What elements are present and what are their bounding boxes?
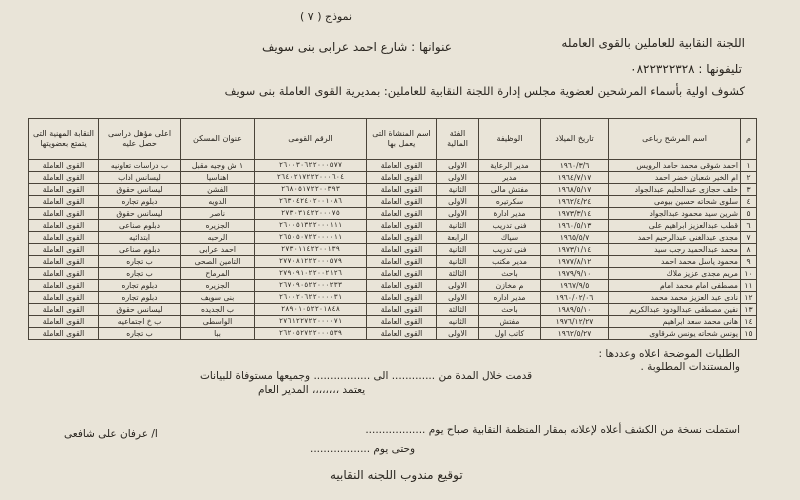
table-cell-dob: ١٩٦٧/٩/٥ <box>541 280 609 292</box>
table-cell-org: القوى العاملة <box>367 220 437 232</box>
table-cell-addr: الفشن <box>181 184 255 196</box>
table-cell-org: القوى العاملة <box>367 232 437 244</box>
table-cell-org: القوى العاملة <box>367 196 437 208</box>
table-cell-org: القوى العاملة <box>367 316 437 328</box>
table-row <box>29 316 757 328</box>
table-cell-addr: اهناسيا <box>181 172 255 184</box>
table-cell-n: ٢ <box>741 172 757 184</box>
column-header: اسم المنشاة التى يعمل بها <box>367 119 437 160</box>
table-cell-job: مفتش مالى <box>479 184 541 196</box>
organization-address: عنوانها : شارع احمد عرابى بنى سويف <box>262 40 452 54</box>
table-cell-grade: الثانية <box>437 184 479 196</box>
table-cell-union: القوى العاملة <box>29 160 99 172</box>
table-cell-grade: الاولى <box>437 172 479 184</box>
table-cell-nid: ٢٦٧٠٩٠٥٢٢٠٠٠٢٣٣ <box>255 280 367 292</box>
table-cell-nid: ٢٦٣٠٤٢٤٠٢٠٠١٠٨٦ <box>255 196 367 208</box>
table-cell-n: ١٢ <box>741 292 757 304</box>
table-cell-job: م مخازن <box>479 280 541 292</box>
table-cell-name: مصطفى امام محمد امام <box>609 280 741 292</box>
table-cell-union: القوى العاملة <box>29 196 99 208</box>
table-cell-name: نادى عبد العزيز محمد محمد <box>609 292 741 304</box>
table-cell-dob: ١٩٦٢/٤/٢٤ <box>541 196 609 208</box>
table-cell-job: مفتش <box>479 316 541 328</box>
table-cell-name: نفين مصطفى عبدالودود عبدالكريم <box>609 304 741 316</box>
table-cell-nid: ٢٧٦١٢٢٧٢٢٠٠٠٠٧١ <box>255 316 367 328</box>
submission-period: قدمت خلال المدة من ............. الى ................. وجميعها مستوفاة للبيانات <box>200 370 533 382</box>
table-row <box>29 196 757 208</box>
column-header: اسم المرشح رباعى <box>609 119 741 160</box>
table-cell-nid: ٢٨٩٠١٠٥٢٢٠١٨٤٨ <box>255 304 367 316</box>
table-cell-addr: الجزيره <box>181 280 255 292</box>
table-cell-org: القوى العاملة <box>367 304 437 316</box>
table-cell-job: مدير اداره <box>479 292 541 304</box>
table-cell-name: خلف حجازى عبدالحليم عبدالجواد <box>609 184 741 196</box>
table-cell-grade: الاولى <box>437 280 479 292</box>
table-cell-addr: التامين الصحى <box>181 256 255 268</box>
until-date: وحتى يوم .................. <box>310 443 416 455</box>
table-cell-dob: ١٩٧٦/١٢/٢٧ <box>541 316 609 328</box>
table-row <box>29 280 757 292</box>
table-cell-job: سياك <box>479 232 541 244</box>
table-cell-nid: ٢٦٨٠٥١٧٢٢٠٠٣٩٣ <box>255 184 367 196</box>
table-cell-n: ١١ <box>741 280 757 292</box>
table-cell-addr: ب الجديده <box>181 304 255 316</box>
table-cell-grade: الثانية <box>437 220 479 232</box>
table-cell-org: القوى العاملة <box>367 184 437 196</box>
table-cell-edu: ب دراسات تعاونيه <box>99 160 181 172</box>
table-cell-addr: بنى سويف <box>181 292 255 304</box>
table-cell-org: القوى العاملة <box>367 292 437 304</box>
table-cell-dob: ١٩٦٥/٥/٧ <box>541 232 609 244</box>
table-cell-dob: ١٩٨٩/٥/١٠ <box>541 304 609 316</box>
table-header-row <box>29 119 757 160</box>
table-cell-n: ٨ <box>741 244 757 256</box>
table-cell-job: مدير مكتب <box>479 256 541 268</box>
table-cell-job: مدير الرعاية <box>479 160 541 172</box>
table-cell-name: ام الخير شعبان خضر احمد <box>609 172 741 184</box>
table-cell-n: ٤ <box>741 196 757 208</box>
table-cell-n: ٩ <box>741 256 757 268</box>
signature-label: توقيع مندوب اللجنه النقابيه <box>330 468 463 482</box>
table-row <box>29 268 757 280</box>
table-cell-job: فنى تدريب <box>479 220 541 232</box>
table-cell-union: القوى العاملة <box>29 220 99 232</box>
table-row <box>29 184 757 196</box>
table-cell-addr: احمد عرابى <box>181 244 255 256</box>
table-cell-job: كاتب اول <box>479 328 541 340</box>
table-cell-name: مريم مجدى عزيز ملاك <box>609 268 741 280</box>
table-cell-dob: ١٩٧٩/٩/١٠ <box>541 268 609 280</box>
table-cell-org: القوى العاملة <box>367 244 437 256</box>
table-cell-nid: ٢٦٠٠٥١٣٢٢٠٠٠١١١ <box>255 220 367 232</box>
table-cell-grade: الثانيه <box>437 316 479 328</box>
column-header: النقابة المهنية التى يتمتع بعضويتها <box>29 119 99 160</box>
table-cell-edu: ليسانس حقوق <box>99 304 181 316</box>
table-cell-nid: ٢٧٣٠١١٤٢٢٠٠١٣٩ <box>255 244 367 256</box>
table-cell-name: يونس شحاته يونس شرقاوى <box>609 328 741 340</box>
column-header: اعلى مؤهل دراسى حصل عليه <box>99 119 181 160</box>
table-cell-edu: ب تجاره <box>99 268 181 280</box>
table-cell-n: ١٤ <box>741 316 757 328</box>
table-cell-union: القوى العاملة <box>29 328 99 340</box>
table-cell-org: القوى العاملة <box>367 172 437 184</box>
table-cell-job: فنى تدريب <box>479 244 541 256</box>
table-row <box>29 304 757 316</box>
table-cell-grade: الثالثة <box>437 268 479 280</box>
table-cell-grade: الاولى <box>437 196 479 208</box>
table-cell-org: القوى العاملة <box>367 160 437 172</box>
table-cell-job: مدير <box>479 172 541 184</box>
table-cell-grade: الثالثة <box>437 304 479 316</box>
column-header: م <box>741 119 757 160</box>
table-cell-nid: ٢٦٤٠٢١٧٢٢٢٠٠٠٦٠٤ <box>255 172 367 184</box>
table-cell-job: سكرتيره <box>479 196 541 208</box>
table-cell-edu: دبلوم صناعى <box>99 220 181 232</box>
table-cell-edu: ب تجاره <box>99 328 181 340</box>
table-cell-grade: الاولى <box>437 292 479 304</box>
table-cell-edu: ليسانس حقوق <box>99 184 181 196</box>
column-header: الفئة المالية <box>437 119 479 160</box>
table-cell-dob: ١٩٦٨/٥/١٧ <box>541 184 609 196</box>
table-cell-dob: ١٩٦٠/٥/١٣ <box>541 220 609 232</box>
table-cell-n: ٥ <box>741 208 757 220</box>
requests-count-label: الطلبات الموضحة اعلاه وعددها : <box>598 348 740 360</box>
table-cell-edu: ابتدائيه <box>99 232 181 244</box>
table-cell-n: ١٥ <box>741 328 757 340</box>
table-cell-dob: ١٩٦٠/٠٢/٠٦ <box>541 292 609 304</box>
table-cell-org: القوى العاملة <box>367 268 437 280</box>
table-cell-job: مدير ادارة <box>479 208 541 220</box>
table-cell-org: القوى العاملة <box>367 208 437 220</box>
table-row <box>29 172 757 184</box>
column-header: تاريخ الميلاد <box>541 119 609 160</box>
table-cell-union: القوى العاملة <box>29 232 99 244</box>
table-cell-grade: الثانية <box>437 244 479 256</box>
table-cell-dob: ١٩٧٧/٨/١٢ <box>541 256 609 268</box>
table-cell-n: ٣ <box>741 184 757 196</box>
table-cell-union: القوى العاملة <box>29 244 99 256</box>
table-cell-job: باحث <box>479 268 541 280</box>
table-cell-edu: دبلوم صناعى <box>99 244 181 256</box>
table-cell-addr: ناصر <box>181 208 255 220</box>
table-cell-n: ٧ <box>741 232 757 244</box>
table-cell-grade: الاولى <box>437 328 479 340</box>
table-cell-addr: الدويه <box>181 196 255 208</box>
table-cell-n: ١٠ <box>741 268 757 280</box>
table-cell-edu: ب تجاره <box>99 256 181 268</box>
table-cell-edu: دبلوم تجاره <box>99 292 181 304</box>
table-row <box>29 256 757 268</box>
table-cell-nid: ٢٦٠٠٢٠٦٢٢٠٠٠٠٣١ <box>255 292 367 304</box>
table-cell-nid: ٢٧٩٠٩١٠٢٢٠٠٢١٢٦ <box>255 268 367 280</box>
table-cell-dob: ١٩٧٣/١/١٤ <box>541 244 609 256</box>
organization-phone: تليفونها : ٠٨٢٢٣٢٢٣٢٨ <box>630 62 742 76</box>
table-cell-org: القوى العاملة <box>367 280 437 292</box>
table-cell-grade: الرابعة <box>437 232 479 244</box>
table-cell-grade: الاولى <box>437 160 479 172</box>
table-cell-name: قطب عبدالعزيز ابراهيم على <box>609 220 741 232</box>
table-cell-name: محمود ياسل محمد احمد <box>609 256 741 268</box>
table-cell-union: القوى العاملة <box>29 304 99 316</box>
signer-name: ا/ عرفان على شافعى <box>64 428 158 440</box>
table-row <box>29 208 757 220</box>
table-cell-org: القوى العاملة <box>367 256 437 268</box>
table-cell-union: القوى العاملة <box>29 292 99 304</box>
table-cell-union: القوى العاملة <box>29 208 99 220</box>
organization-name: اللجنة النقابية للعاملين بالقوى العامله <box>561 36 745 50</box>
documents-label: والمستندات المطلوبة . <box>640 361 740 373</box>
table-cell-dob: ١٩٦٢/٥/٢٧ <box>541 328 609 340</box>
table-cell-name: سلوى شحاته حسين بيومى <box>609 196 741 208</box>
table-cell-n: ٦ <box>741 220 757 232</box>
form-number: نموذج ( ٧ ) <box>300 10 353 23</box>
table-cell-addr: الرحبه <box>181 232 255 244</box>
table-cell-name: شرين سيد محمود عبدالجواد <box>609 208 741 220</box>
table-cell-edu: ليسانس حقوق <box>99 208 181 220</box>
table-cell-name: محمد عبدالحميد رجب سيد <box>609 244 741 256</box>
table-cell-edu: دبلوم تجاره <box>99 280 181 292</box>
column-header: الوظيفة <box>479 119 541 160</box>
table-cell-edu: ب خ اجتماعيه <box>99 316 181 328</box>
table-cell-dob: ١٩٦٠/٣/٦ <box>541 160 609 172</box>
table-row <box>29 160 757 172</box>
table-cell-grade: الثانية <box>437 256 479 268</box>
table-cell-union: القوى العاملة <box>29 268 99 280</box>
table-cell-addr: الواسطى <box>181 316 255 328</box>
table-cell-addr: ببا <box>181 328 255 340</box>
table-row <box>29 244 757 256</box>
table-row <box>29 220 757 232</box>
table-cell-edu: ليسانس اداب <box>99 172 181 184</box>
table-cell-org: القوى العاملة <box>367 328 437 340</box>
table-row <box>29 232 757 244</box>
table-row <box>29 292 757 304</box>
document-title: كشوف اولية بأسماء المرشحين لعضوية مجلس إدارة اللجنة النقابية للعاملين: بمديرية القوى العاملة بنى سويف <box>224 84 745 98</box>
table-cell-name: مجدى عبدالغنى عبدالرحيم احمد <box>609 232 741 244</box>
table-cell-nid: ٢٧٣٠٣١٤٢٢٠٠٠٧٥ <box>255 208 367 220</box>
table-cell-nid: ٢٦٥٠٥٠٧٢٢٠٠٠٠١١ <box>255 232 367 244</box>
approval-line: يعتمد ،،،،،،،، المدير العام <box>258 384 366 396</box>
table-cell-union: القوى العاملة <box>29 184 99 196</box>
table-cell-nid: ٢٦٠٠٣٠٦٢٢٠٠٠٥٧٧ <box>255 160 367 172</box>
table-cell-nid: ٢٦٢٠٥٢٧٢٢٠٠٠٥٣٩ <box>255 328 367 340</box>
receipt-notice: استملت نسخة من الكشف أعلاه لإعلانه بمقار المنظمة النقابية صباح يوم .................. <box>365 424 740 436</box>
table-cell-name: احمد شوقى محمد حامد الرويس <box>609 160 741 172</box>
table-cell-addr: ١ ش وجيه مقبل <box>181 160 255 172</box>
table-cell-union: القوى العاملة <box>29 280 99 292</box>
column-header: عنوان المسكن <box>181 119 255 160</box>
table-cell-job: باحث <box>479 304 541 316</box>
column-header: الرقم القومى <box>255 119 367 160</box>
table-cell-nid: ٢٧٧٠٨١٢٢٢٠٠٠٥٧٩ <box>255 256 367 268</box>
table-cell-union: القوى العاملة <box>29 316 99 328</box>
table-cell-addr: المرماح <box>181 268 255 280</box>
table-cell-union: القوى العاملة <box>29 172 99 184</box>
table-cell-n: ١٣ <box>741 304 757 316</box>
table-cell-grade: الاولى <box>437 208 479 220</box>
table-cell-n: ١ <box>741 160 757 172</box>
table-cell-name: هانى محمد سعد ابراهيم <box>609 316 741 328</box>
table-cell-dob: ١٩٧٣/٣/١٤ <box>541 208 609 220</box>
table-cell-union: القوى العاملة <box>29 256 99 268</box>
candidates-table <box>28 118 757 340</box>
table-cell-dob: ١٩٦٤/٧/١٧ <box>541 172 609 184</box>
table-cell-edu: دبلوم تجاره <box>99 196 181 208</box>
table-cell-addr: الجزيره <box>181 220 255 232</box>
table-row <box>29 328 757 340</box>
